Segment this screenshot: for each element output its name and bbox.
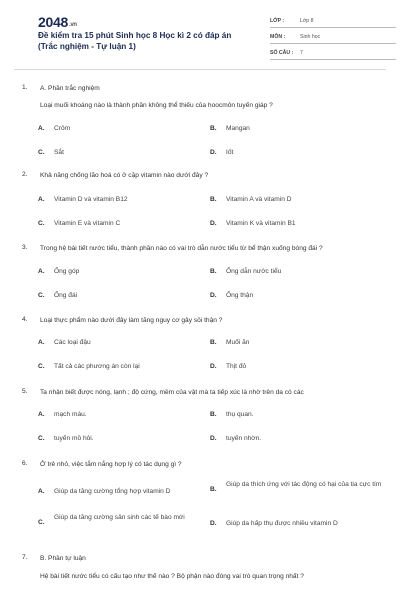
section-a-title: A. Phần trắc nghiệm <box>40 85 100 92</box>
q4-option-c[interactable] <box>38 362 203 372</box>
meta-subject-label: MÔN : <box>270 33 286 40</box>
option-text: mạch máu. <box>54 411 87 418</box>
question-2-text: Khả năng chống lão hoá có ở cặp vitamin nào dưới đây ? <box>40 172 209 179</box>
question-4-options <box>38 338 380 386</box>
option-letter: D. <box>210 520 217 527</box>
option-text: Ống thận <box>226 292 254 299</box>
meta-count-label: SỐ CÂU : <box>270 49 294 56</box>
site-logo[interactable] <box>38 14 77 30</box>
meta-count-row <box>270 46 396 60</box>
q3-option-c[interactable] <box>38 291 203 301</box>
option-text: Ống dẫn nước tiểu <box>226 268 282 275</box>
q4-option-d[interactable] <box>210 362 382 372</box>
option-letter: B. <box>210 268 217 275</box>
question-3-options <box>38 267 380 315</box>
option-letter: A. <box>38 339 45 346</box>
option-letter: C. <box>38 149 45 156</box>
question-2-number: 2. <box>22 171 28 178</box>
question-6-text: Ở trẻ nhỏ, việc tắm nắng hợp lý có tác dụng gì ? <box>40 461 182 468</box>
option-letter: B. <box>210 486 217 493</box>
q6-option-d[interactable] <box>210 519 382 529</box>
q1-option-d[interactable] <box>210 148 382 158</box>
question-7 <box>22 554 380 581</box>
section-b-number: 7. <box>22 554 28 561</box>
q2-option-a[interactable] <box>38 195 203 205</box>
option-text: Crôm <box>54 125 71 132</box>
question-5 <box>22 388 380 397</box>
meta-class-label: LỚP : <box>270 17 285 24</box>
question-2-options <box>38 195 380 243</box>
q3-option-d[interactable] <box>210 291 382 301</box>
logo-suffix: .vn <box>68 22 77 28</box>
question-4-text: Loại thực phẩm nào dưới đây làm tăng nguy cơ gây sỏi thận ? <box>40 317 223 324</box>
option-letter: C. <box>38 363 45 370</box>
option-letter: D. <box>210 292 217 299</box>
q1-option-c[interactable] <box>38 148 203 158</box>
question-1 <box>22 84 380 110</box>
question-2 <box>22 171 380 180</box>
option-letter: B. <box>210 339 217 346</box>
q2-option-b[interactable] <box>210 195 382 205</box>
meta-box <box>270 14 396 62</box>
question-6 <box>22 460 380 469</box>
option-text: Vitamin E và vitamin C <box>54 220 121 227</box>
page-title: Đề kiểm tra 15 phút Sinh học 8 Học kì 2 có đáp án (Trắc nghiệm - Tự luận 1) <box>38 31 232 51</box>
option-letter: B. <box>210 125 217 132</box>
question-6-number: 6. <box>22 460 28 467</box>
question-1-options <box>38 124 380 172</box>
option-letter: C. <box>38 435 45 442</box>
question-5-text: Ta nhận biết được nóng, lạnh ; độ cứng, mềm của vật mà ta tiếp xúc là nhờ trên da có các <box>40 389 304 396</box>
meta-count-value: 7 <box>300 49 303 56</box>
q1-option-b[interactable] <box>210 124 382 134</box>
q2-option-c[interactable] <box>38 219 203 229</box>
option-text: Tất cả các phương án còn lại <box>54 363 140 370</box>
q6-option-b[interactable] <box>210 480 382 495</box>
q3-option-b[interactable] <box>210 267 382 277</box>
meta-class-value: Lớp 8 <box>300 17 314 24</box>
q2-option-d[interactable] <box>210 219 382 229</box>
option-text: Giúp da tăng cường tổng hợp vitamin D <box>54 488 171 495</box>
meta-subject-row <box>270 30 396 44</box>
question-5-options <box>38 410 380 458</box>
option-letter: A. <box>38 488 45 495</box>
question-6-options <box>38 480 380 547</box>
q5-option-b[interactable] <box>210 410 382 420</box>
option-text: Mangan <box>226 125 250 132</box>
option-letter: A. <box>38 196 45 203</box>
section-b-title: B. Phần tự luận <box>40 555 86 562</box>
option-letter: D. <box>210 220 217 227</box>
question-4 <box>22 316 380 325</box>
option-text: Vitamin D và vitamin B12 <box>54 196 128 203</box>
option-text: Thịt đỏ <box>226 363 247 370</box>
meta-subject-value: Sinh học <box>300 33 321 40</box>
q4-option-b[interactable] <box>210 338 382 348</box>
option-text: thụ quan. <box>226 411 254 418</box>
option-letter: C. <box>38 519 45 526</box>
q4-option-a[interactable] <box>38 338 203 348</box>
essay-question-text: Hệ bài tiết nước tiểu có cấu tạo như thế nào ? Bộ phận nào đóng vai trò quan trọng nhất ? <box>40 573 304 581</box>
question-3-text: Trong hệ bài tiết nước tiểu, thành phần nào có vai trò dẫn nước tiểu từ bể thận xuống bóng đái ? <box>40 245 323 252</box>
option-letter: D. <box>210 149 217 156</box>
question-1-text: Loại muối khoáng nào là thành phần không thể thiếu của hoocmôn tuyến giáp ? <box>40 102 273 110</box>
meta-class-row <box>270 14 396 28</box>
option-text: Các loại đậu <box>54 339 91 346</box>
option-letter: B. <box>210 411 217 418</box>
question-3 <box>22 244 380 253</box>
option-letter: A. <box>38 268 45 275</box>
option-letter: B. <box>210 196 217 203</box>
option-text: Ống góp <box>54 268 80 275</box>
option-letter: C. <box>38 292 45 299</box>
question-3-number: 3. <box>22 244 28 251</box>
q5-option-d[interactable] <box>210 434 382 444</box>
option-text: tuyến nhờn. <box>226 435 262 442</box>
option-text: Giúp da tăng cường sản sinh các tế bào mới <box>54 514 185 521</box>
q1-option-a[interactable] <box>38 124 203 134</box>
question-4-number: 4. <box>22 316 28 323</box>
option-text: Vitamin K và vitamin B1 <box>226 220 296 227</box>
option-letter: D. <box>210 363 217 370</box>
q6-option-c[interactable] <box>38 513 203 528</box>
q3-option-a[interactable] <box>38 267 203 277</box>
q5-option-c[interactable] <box>38 434 203 444</box>
option-letter: A. <box>38 411 45 418</box>
option-text: Ống đái <box>54 292 78 299</box>
option-text: Giúp da hấp thụ được nhiều vitamin D <box>226 520 338 527</box>
option-letter: C. <box>38 220 45 227</box>
option-text: Vitamin A và vitamin D <box>226 196 292 203</box>
logo-main: 2048 <box>38 14 68 30</box>
option-letter: D. <box>210 435 217 442</box>
q5-option-a[interactable] <box>38 410 203 420</box>
header <box>18 0 382 70</box>
header-divider <box>14 69 386 70</box>
option-text: tuyến mồ hôi. <box>54 435 94 442</box>
option-text: Iốt <box>226 149 234 156</box>
option-text: Muối ăn <box>226 339 250 346</box>
section-a-number: 1. <box>22 84 28 91</box>
q6-option-a[interactable] <box>38 487 203 497</box>
option-letter: A. <box>38 125 45 132</box>
option-text: Giúp da thích ứng với tác động có hại của tia cực tím <box>226 481 382 488</box>
option-text: Sắt <box>54 149 64 156</box>
question-5-number: 5. <box>22 388 28 395</box>
